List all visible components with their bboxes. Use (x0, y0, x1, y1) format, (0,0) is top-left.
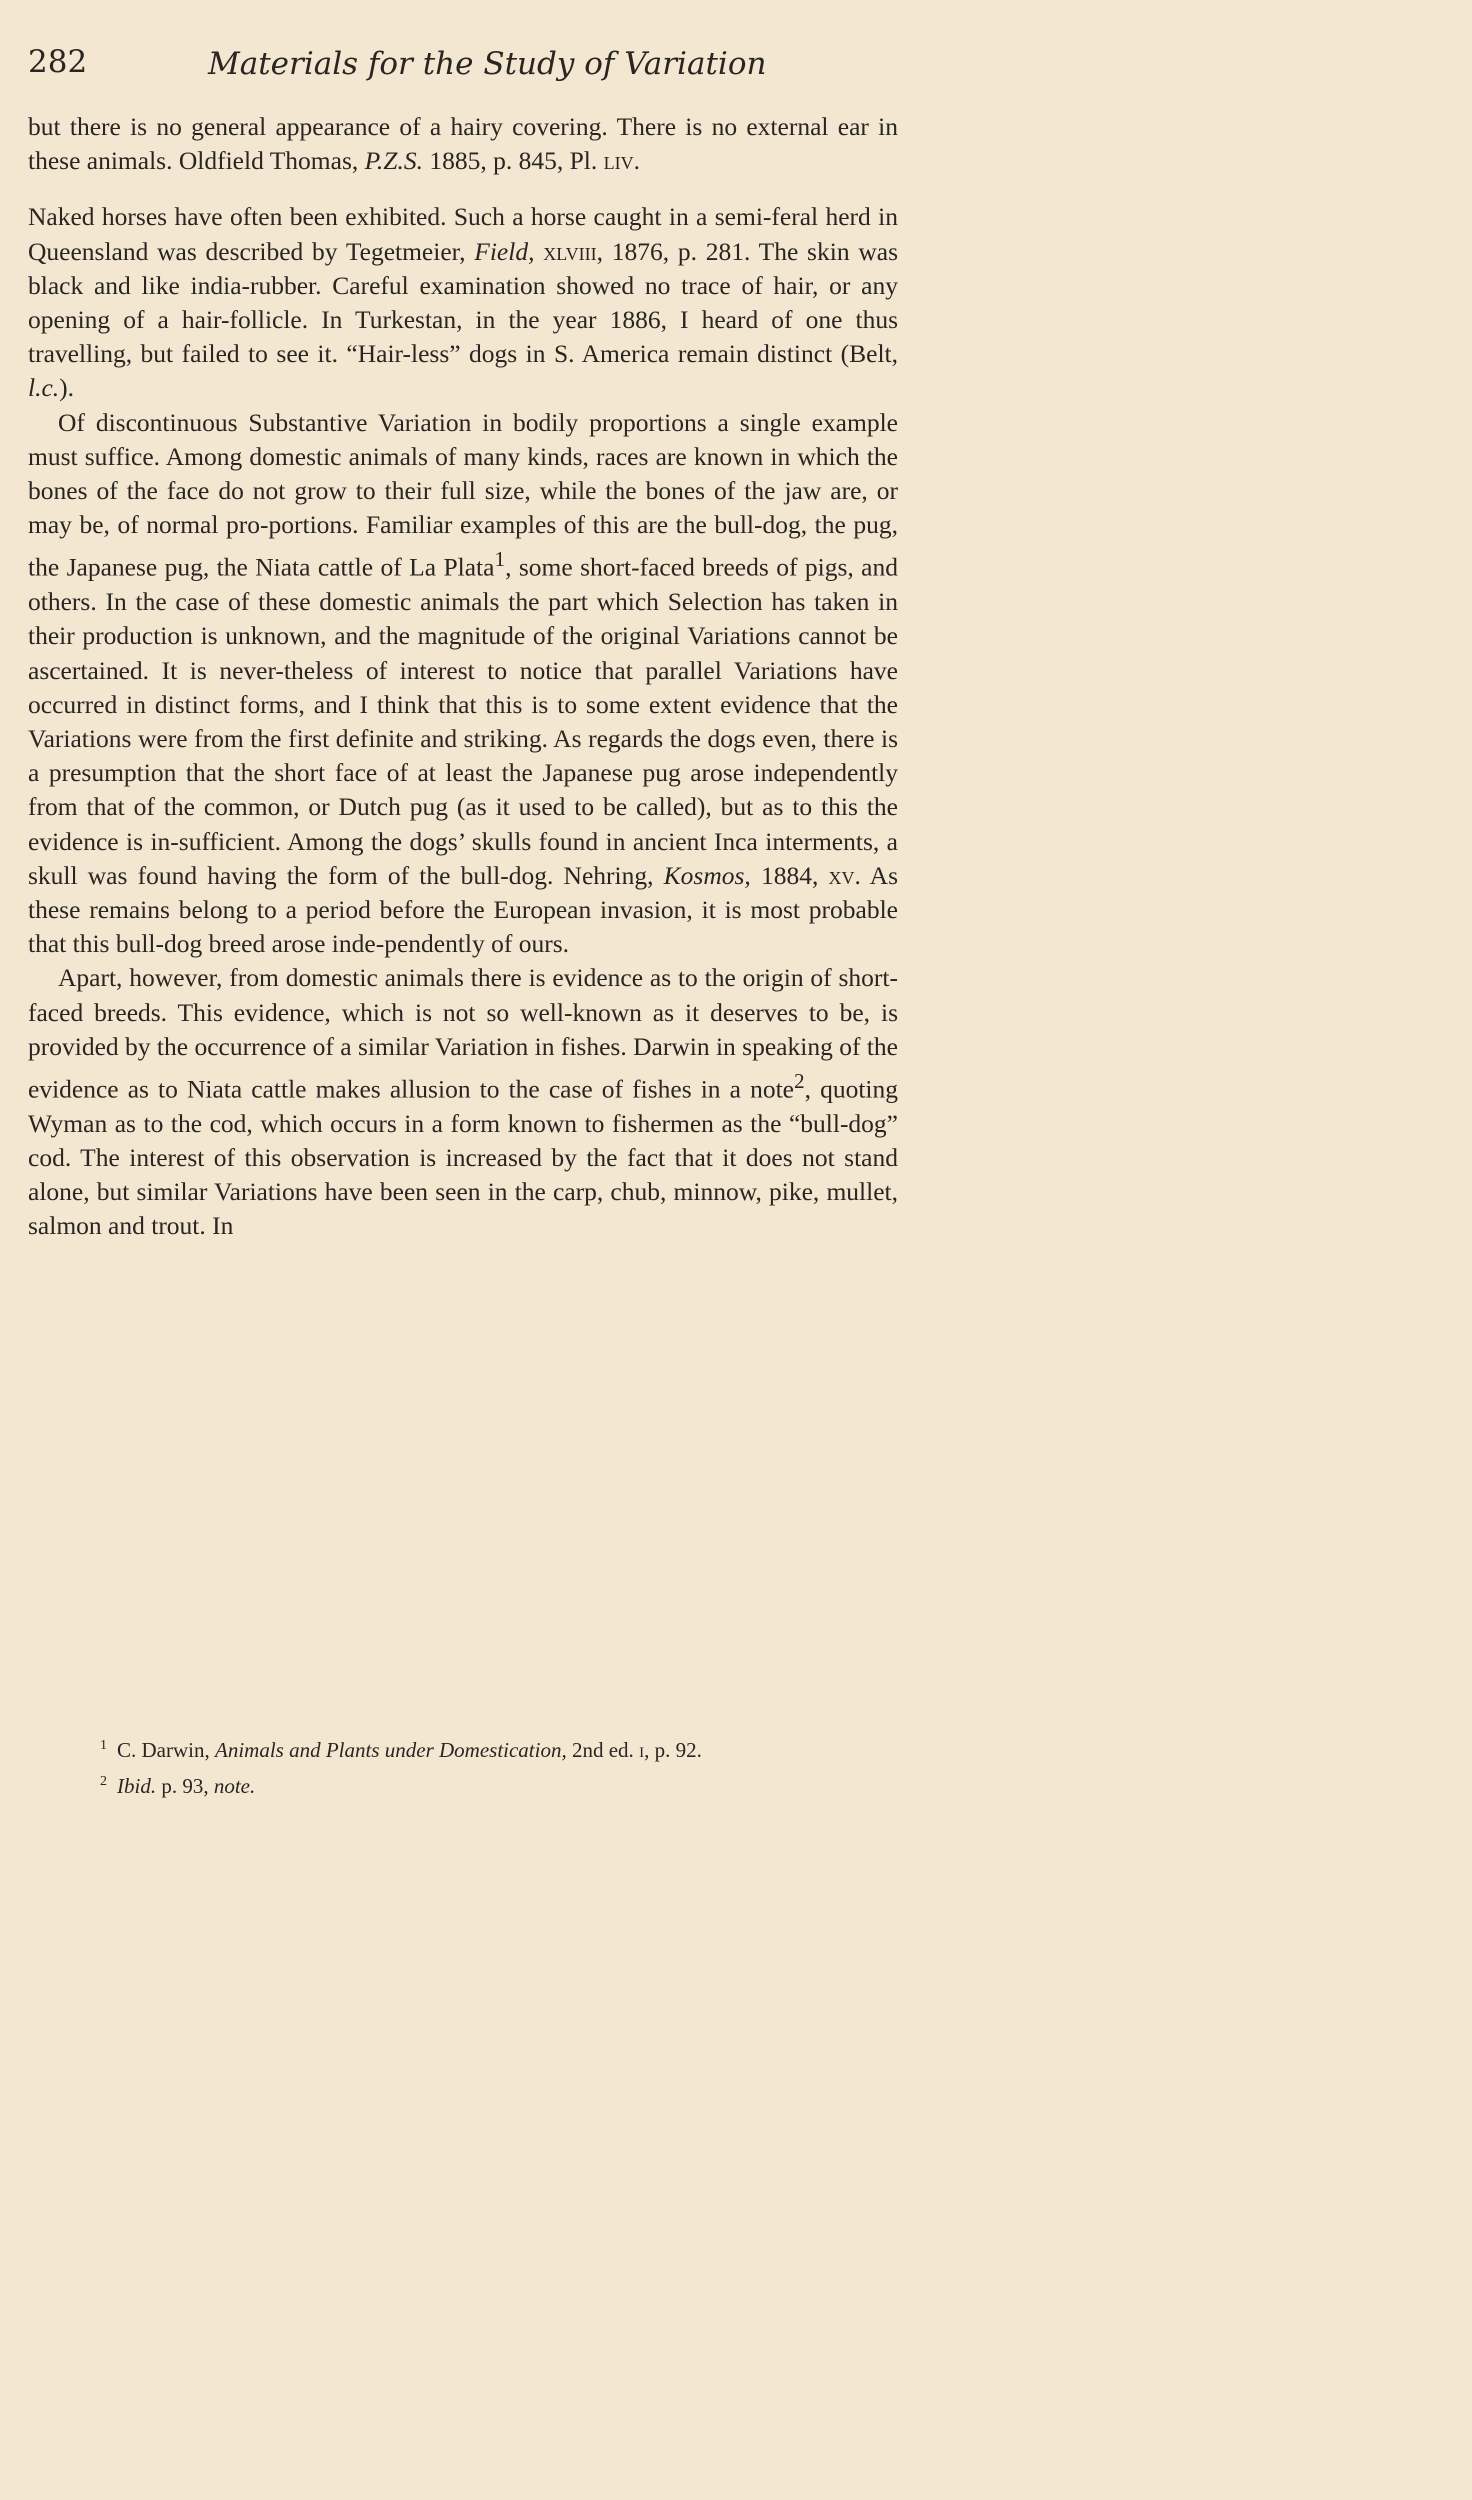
page-header (28, 44, 895, 94)
footnote-2 (100, 1766, 900, 1802)
footnote-mark: 1 (100, 1738, 107, 1753)
italic-text: Field, (474, 236, 535, 266)
text-run: , 1876, p. 281. The skin was black and like india-rubber. Careful examination showed no trace of hair, or any opening of a hair-follicle. In Turkestan, in the year 1886, I heard of one thus travelling, but failed to see it. “Hair-less” dogs in S. America remain distinct (Belt, (28, 236, 898, 369)
text-run: C. Darwin, (117, 1738, 215, 1762)
text-run: . (633, 146, 641, 176)
smallcaps-text: xv (828, 860, 855, 890)
text-run: , some short-faced breeds of pigs, and others. In the case of these domestic animals the part which Selection has taken in their production is unknown, and the magnitude of the original Variations cannot be ascertained. It is never-theless of interest to notice that parallel Variations have occurred in distinct forms, and I think that this is to some extent evidence that the Variations were from the first definite and striking. As regards the dogs even, there is a presumption that the short face of at least the Japanese pug arose independently from that of the common, or Dutch pug (as it used to be called), but as to this the evidence is in-sufficient. Among the dogs’ skulls found in ancient Inca interments, a skull was found having the form of the bull-dog. Nehring, (28, 552, 898, 890)
body-text (28, 110, 898, 1244)
footnotes (100, 1730, 900, 1802)
text-run: 2nd ed. (566, 1738, 640, 1762)
text-run (534, 237, 543, 266)
italic-text: Kosmos, (663, 860, 751, 890)
text-run: 1885, p. 845, Pl. (423, 146, 604, 176)
smallcaps-text: liv (603, 146, 634, 176)
text-run: p. 93, (156, 1774, 214, 1798)
footnote-1 (100, 1730, 900, 1766)
italic-text: l.c. (28, 373, 60, 403)
paragraph-4 (28, 961, 898, 1243)
text-run: , quoting Wyman as to the cod, which occurs in a form known to fishermen as the “bull-dog” cod. The interest of this observation is increased by the fact that it does not stand alone, but similar Variations have been seen in the carp, chub, minnow, pike, mullet, salmon and trout. In (28, 1074, 898, 1241)
text-run: 1884, (750, 860, 829, 890)
footnote-text (117, 1738, 702, 1762)
footnote-ref: 2 (793, 1068, 805, 1093)
italic-text: Animals and Plants under Domestication, (215, 1738, 567, 1762)
italic-text: note. (213, 1774, 256, 1798)
text-run: Of discontinuous Substantive Variation in bodily proportions a single example must suffice. Among domestic animals of many kinds, races are known in which the bones of the face do not grow to their full size, while the bones of the jaw are, or may be, of normal pro-portions. Familiar examples of this are the bull-dog, the pug, the Japanese pug, the Niata cattle of La Plata (28, 407, 898, 582)
text-run: , p. 92. (644, 1738, 702, 1762)
text-run: . As these remains belong to a period before the European invasion, it is most probable that this bull-dog breed arose inde-pendently of ours. (28, 860, 899, 959)
text-run: Apart, however, from domestic animals there is evidence as to the origin of short-faced breeds. This evidence, which is not so well-known as it deserves to be, is provided by the occurrence of a similar Variation in fishes. Darwin in speaking of the evidence as to Niata cattle makes allusion to the case of fishes in a note (28, 963, 898, 1104)
footnote-mark: 2 (100, 1774, 107, 1789)
smallcaps-text: i (639, 1738, 645, 1762)
paragraph-1 (28, 110, 898, 178)
smallcaps-text: xlviii (543, 236, 597, 266)
footnote-text (117, 1774, 255, 1798)
italic-text: Ibid. (117, 1774, 157, 1798)
text-run: ). (59, 373, 75, 403)
page-number: 282 (28, 44, 88, 80)
running-title: Materials for the Study of Variation (208, 46, 767, 82)
paragraph-3 (28, 406, 898, 962)
text-run: Naked horses have often been exhibited. Such a horse caught in a semi-feral herd in Queensland was described by Tegetmeier, (28, 202, 898, 266)
text-run: but there is no general appearance of a hairy covering. There is no external ear in these animals. Oldfield Thomas, (28, 112, 898, 176)
footnote-ref: 1 (494, 547, 506, 572)
paragraph-2 (28, 200, 898, 405)
italic-text: P.Z.S. (364, 146, 423, 176)
